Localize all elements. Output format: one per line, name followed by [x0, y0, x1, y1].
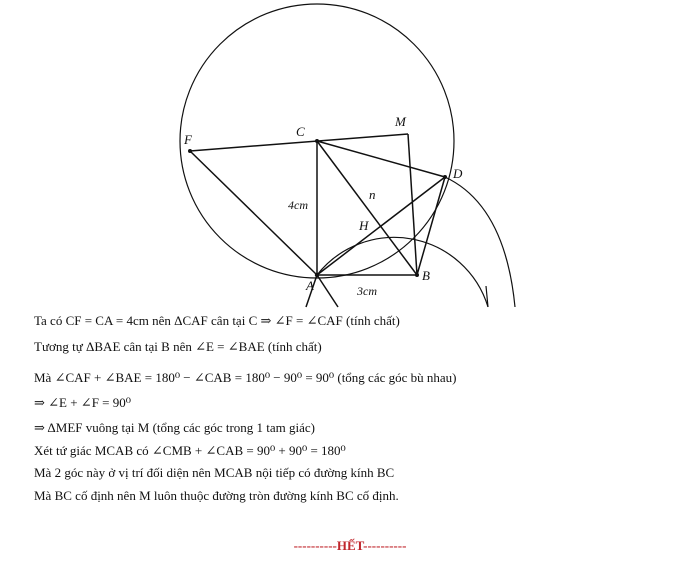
label-b: B: [422, 268, 430, 283]
label-a: A: [306, 278, 314, 293]
end-marker: ----------HẾT----------: [293, 538, 407, 553]
proof-line: ⇒ ∠E + ∠F = 90⁰: [34, 395, 131, 410]
label-ab-length: 3cm: [357, 284, 377, 298]
label-h: H: [359, 218, 369, 233]
proof-line: Ta có CF = CA = 4cm nên ΔCAF cân tại C ⇒ ∠F = ∠CAF (tính chất): [34, 313, 400, 328]
segment-bd: [417, 177, 445, 275]
segment-fa: [190, 151, 317, 275]
point-a: [315, 273, 319, 277]
point-c: [315, 139, 319, 143]
label-c: C: [296, 124, 305, 139]
label-m: M: [395, 114, 406, 129]
proof-line: ⇒ ΔMEF vuông tại M (tổng các góc trong 1 tam giác): [34, 420, 316, 435]
proof-line: Tương tự ΔBAE cân tại B nên ∠E = ∠BAE (tính chất): [34, 339, 322, 354]
point-f: [188, 149, 192, 153]
label-ca-length: 4cm: [288, 198, 308, 212]
segment-cb: [317, 141, 417, 275]
label-n: n: [369, 187, 376, 202]
point-d: [443, 175, 447, 179]
proof-line: Xét tứ giác MCAB có ∠CMB + ∠CAB = 90⁰ + 90⁰ = 180⁰: [34, 443, 346, 458]
proof-line: Mà 2 góc này ở vị trí đối diện nên MCAB nội tiếp có đường kính BC: [34, 465, 395, 480]
proof-line: Mà BC cố định nên M luôn thuộc đường tròn đường kính BC cố định.: [34, 488, 399, 503]
segment-ad: [317, 177, 445, 275]
point-b: [415, 273, 419, 277]
segment-cd: [317, 141, 445, 177]
label-d: D: [453, 166, 463, 181]
label-f: F: [184, 132, 192, 147]
segment-ae-extension: [317, 275, 338, 307]
proof-line: Mà ∠CAF + ∠BAE = 180⁰ − ∠CAB = 180⁰ − 90⁰ = 90⁰ (tổng các góc bù nhau): [34, 370, 457, 385]
